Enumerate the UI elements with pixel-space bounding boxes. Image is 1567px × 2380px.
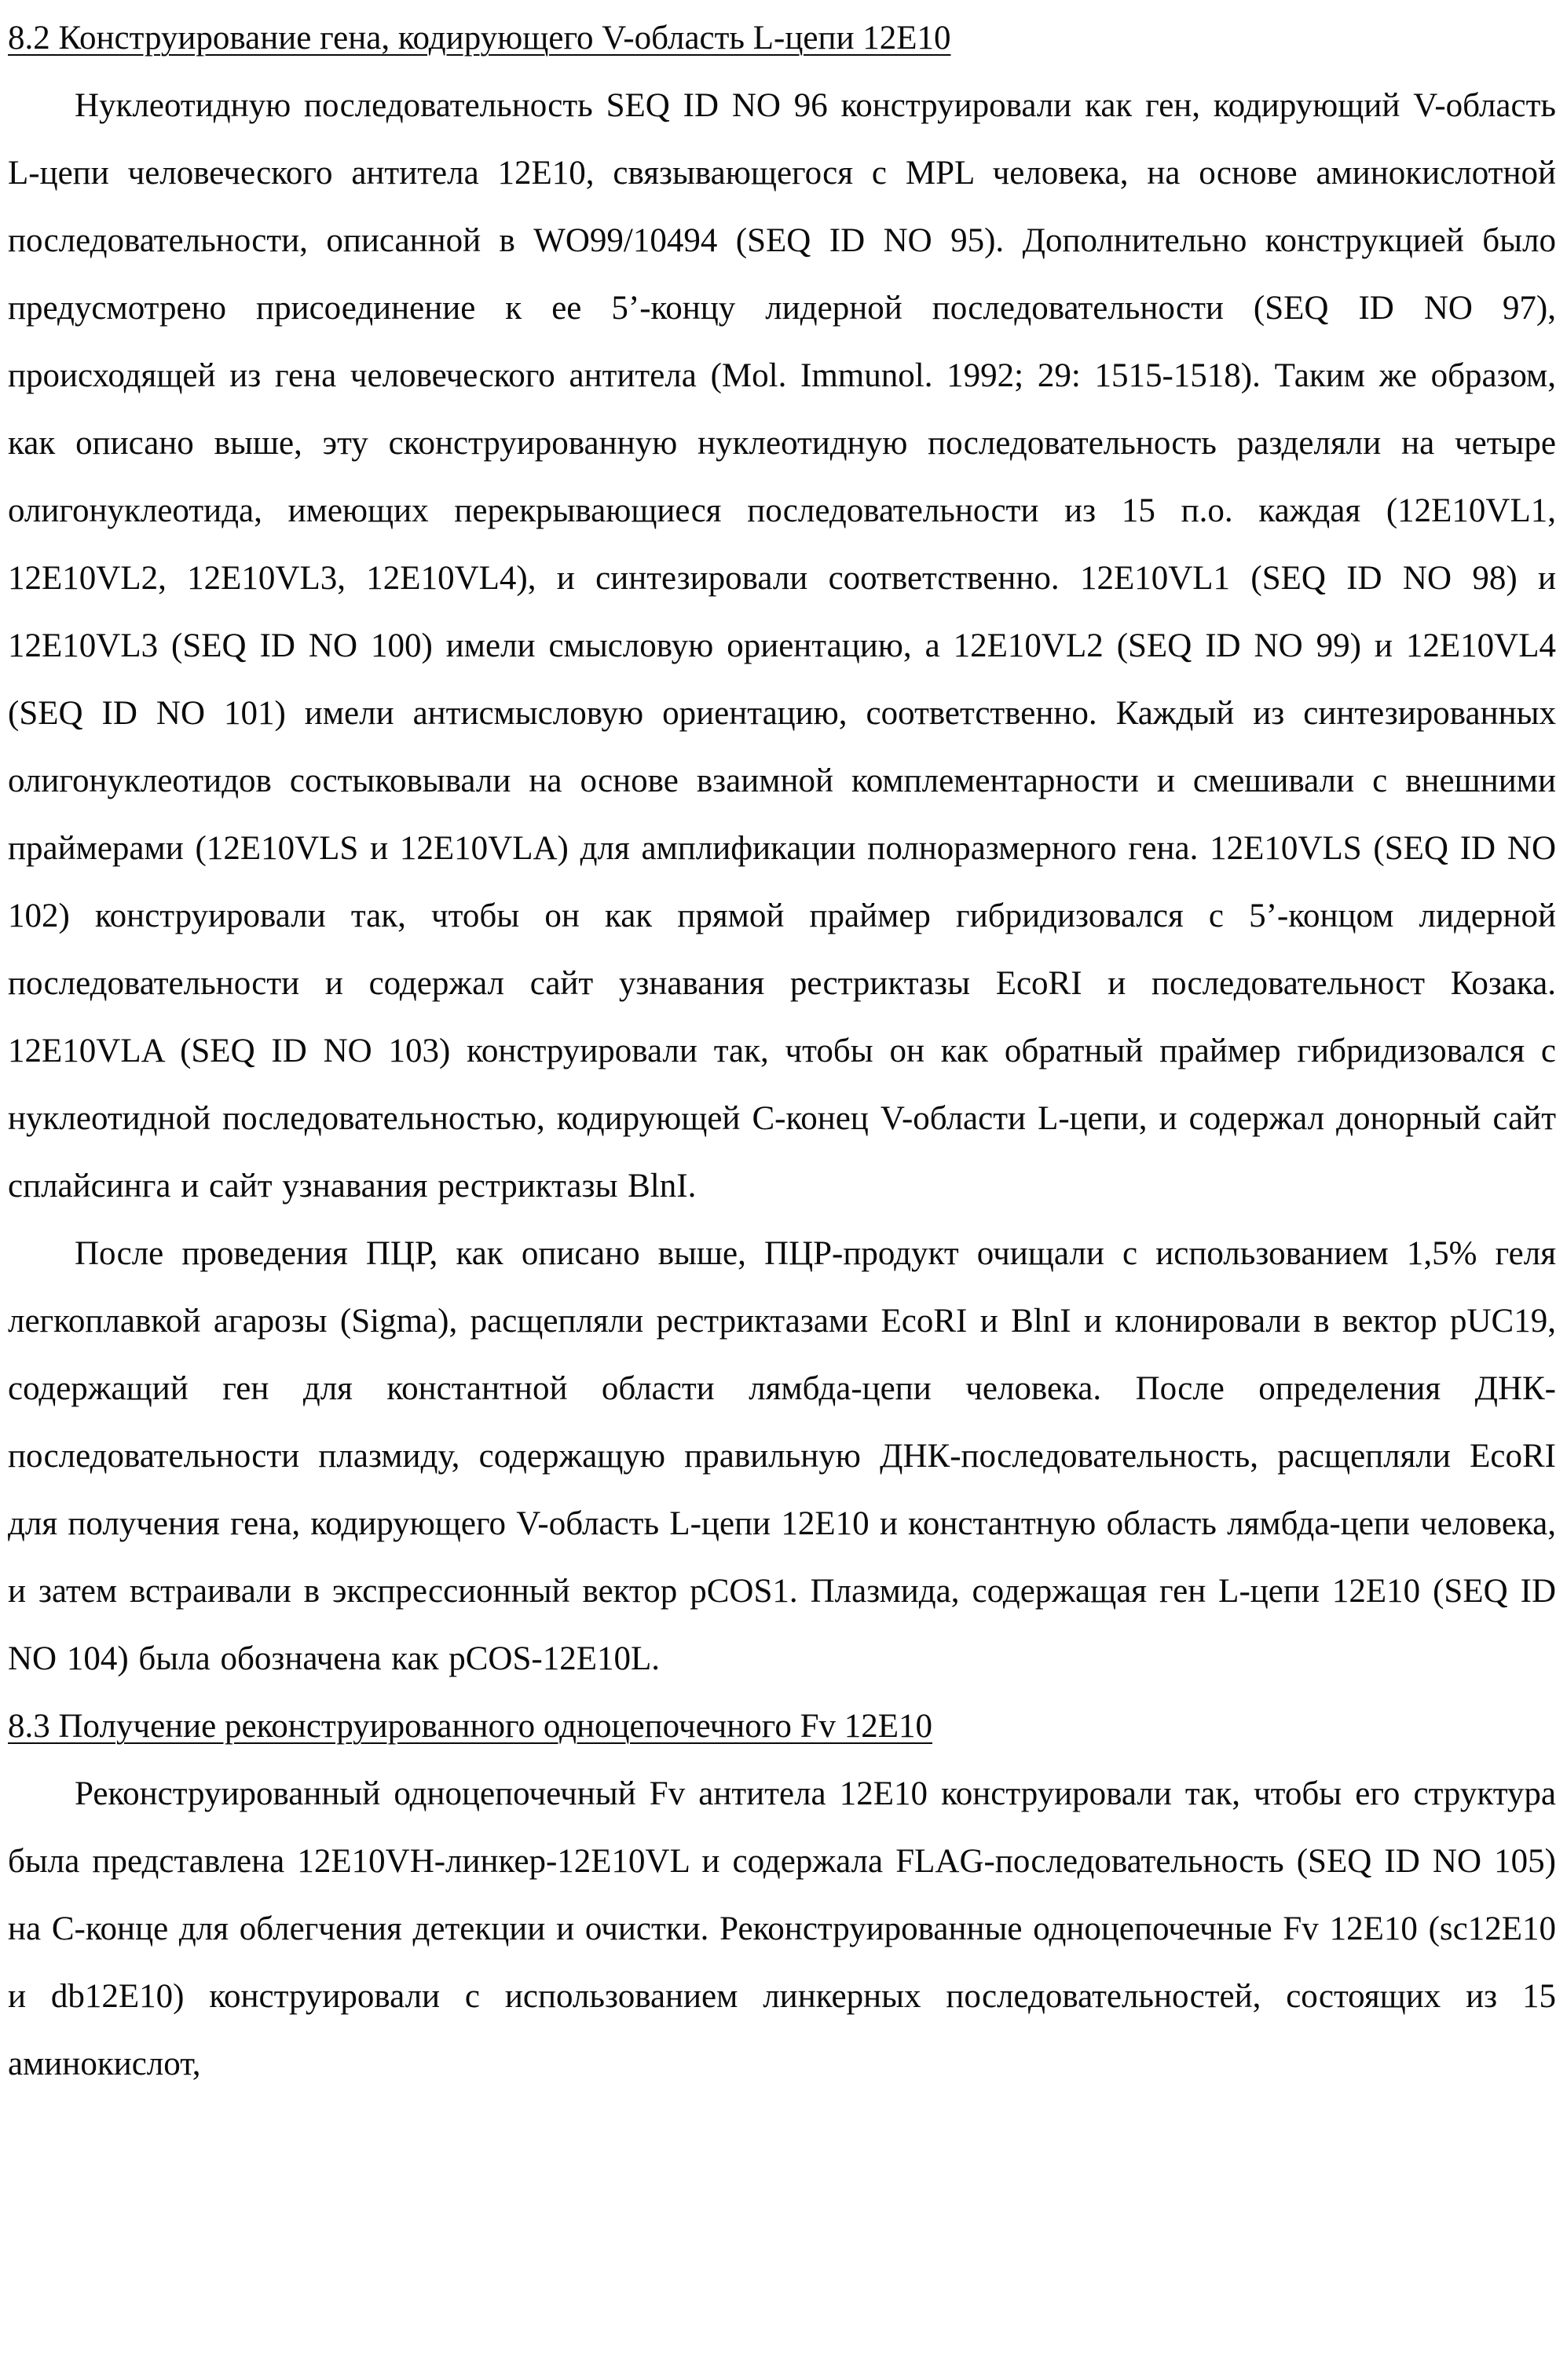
section-heading-8-3: 8.3 Получение реконструированного одноцепочечного Fv 12Е10 bbox=[8, 1708, 932, 1745]
section-8-3-paragraph-1: Реконструированный одноцепочечный Fv антитела 12Е10 конструировали так, чтобы его структура была представлена 12E10VH-линкер-12E10VL и содержала FLAG-последовательность (SEQ ID NO 105) на С-конце для облегчения детекции и очистки. Реконструированные одноцепочечные Fv 12Е10 (sc12E10 и db12E10) конструировали с использованием линкерных последовательностей, состоящих из 15 аминокислот, bbox=[8, 1775, 1556, 2082]
section-8-2-paragraph-1: Нуклеотидную последовательность SEQ ID NO 96 конструировали как ген, кодирующий V-область L-цепи человеческого антитела 12Е10, связывающегося с MPL человека, на основе аминокислотной последовательности, описанной в WO99/10494 (SEQ ID NO 95). Дополнительно конструкцией было предусмотрено присоединение к ее 5’-концу лидерной последовательности (SEQ ID NO 97), происходящей из гена человеческого антитела (Mol. Immunol. 1992; 29: 1515-1518). Таким же образом, как описано выше, эту сконструированную нуклеотидную последовательность разделяли на четыре олигонуклеотида, имеющих перекрывающиеся последовательности из 15 п.о. каждая (12E10VL1, 12E10VL2, 12E10VL3, 12E10VL4), и синтезировали соответственно. 12E10VL1 (SEQ ID NO 98) и 12E10VL3 (SEQ ID NO 100) имели смысловую ориентацию, а 12E10VL2 (SEQ ID NO 99) и 12E10VL4 (SEQ ID NO 101) имели антисмысловую ориентацию, соответственно. Каждый из синтезированных олигонуклеотидов состыковывали на основе взаимной комплементарности и смешивали с внешними праймерами (12E10VLS и 12E10VLA) для амплификации полноразмерного гена. 12E10VLS (SEQ ID NO 102) конструировали так, чтобы он как прямой праймер гибридизовался с 5’-концом лидерной последовательности и содержал сайт узнавания рестриктазы EcoRI и последовательност Козака. 12E10VLA (SEQ ID NO 103) конструировали так, чтобы он как обратный праймер гибридизовался с нуклеотидной последовательностью, кодирующей С-конец V-области L-цепи, и содержал донорный сайт сплайсинга и сайт узнавания рестриктазы BlnI. bbox=[8, 87, 1556, 1205]
section-8-2-paragraph-2: После проведения ПЦР, как описано выше, ПЦР-продукт очищали с использованием 1,5% геля легкоплавкой агарозы (Sigma), расщепляли рестриктазами EcoRI и BlnI и клонировали в вектор pUC19, содержащий ген для константной области лямбда-цепи человека. После определения ДНК-последовательности плазмиду, содержащую правильную ДНК-последовательность, расщепляли EcoRI для получения гена, кодирующего V-область L-цепи 12Е10 и константную область лямбда-цепи человека, и затем встраивали в экспрессионный вектор pCOS1. Плазмида, содержащая ген L-цепи 12Е10 (SEQ ID NO 104) была обозначена как pCOS-12E10L. bbox=[8, 1235, 1556, 1677]
section-heading-8-2: 8.2 Конструирование гена, кодирующего V-область L-цепи 12Е10 bbox=[8, 20, 951, 57]
